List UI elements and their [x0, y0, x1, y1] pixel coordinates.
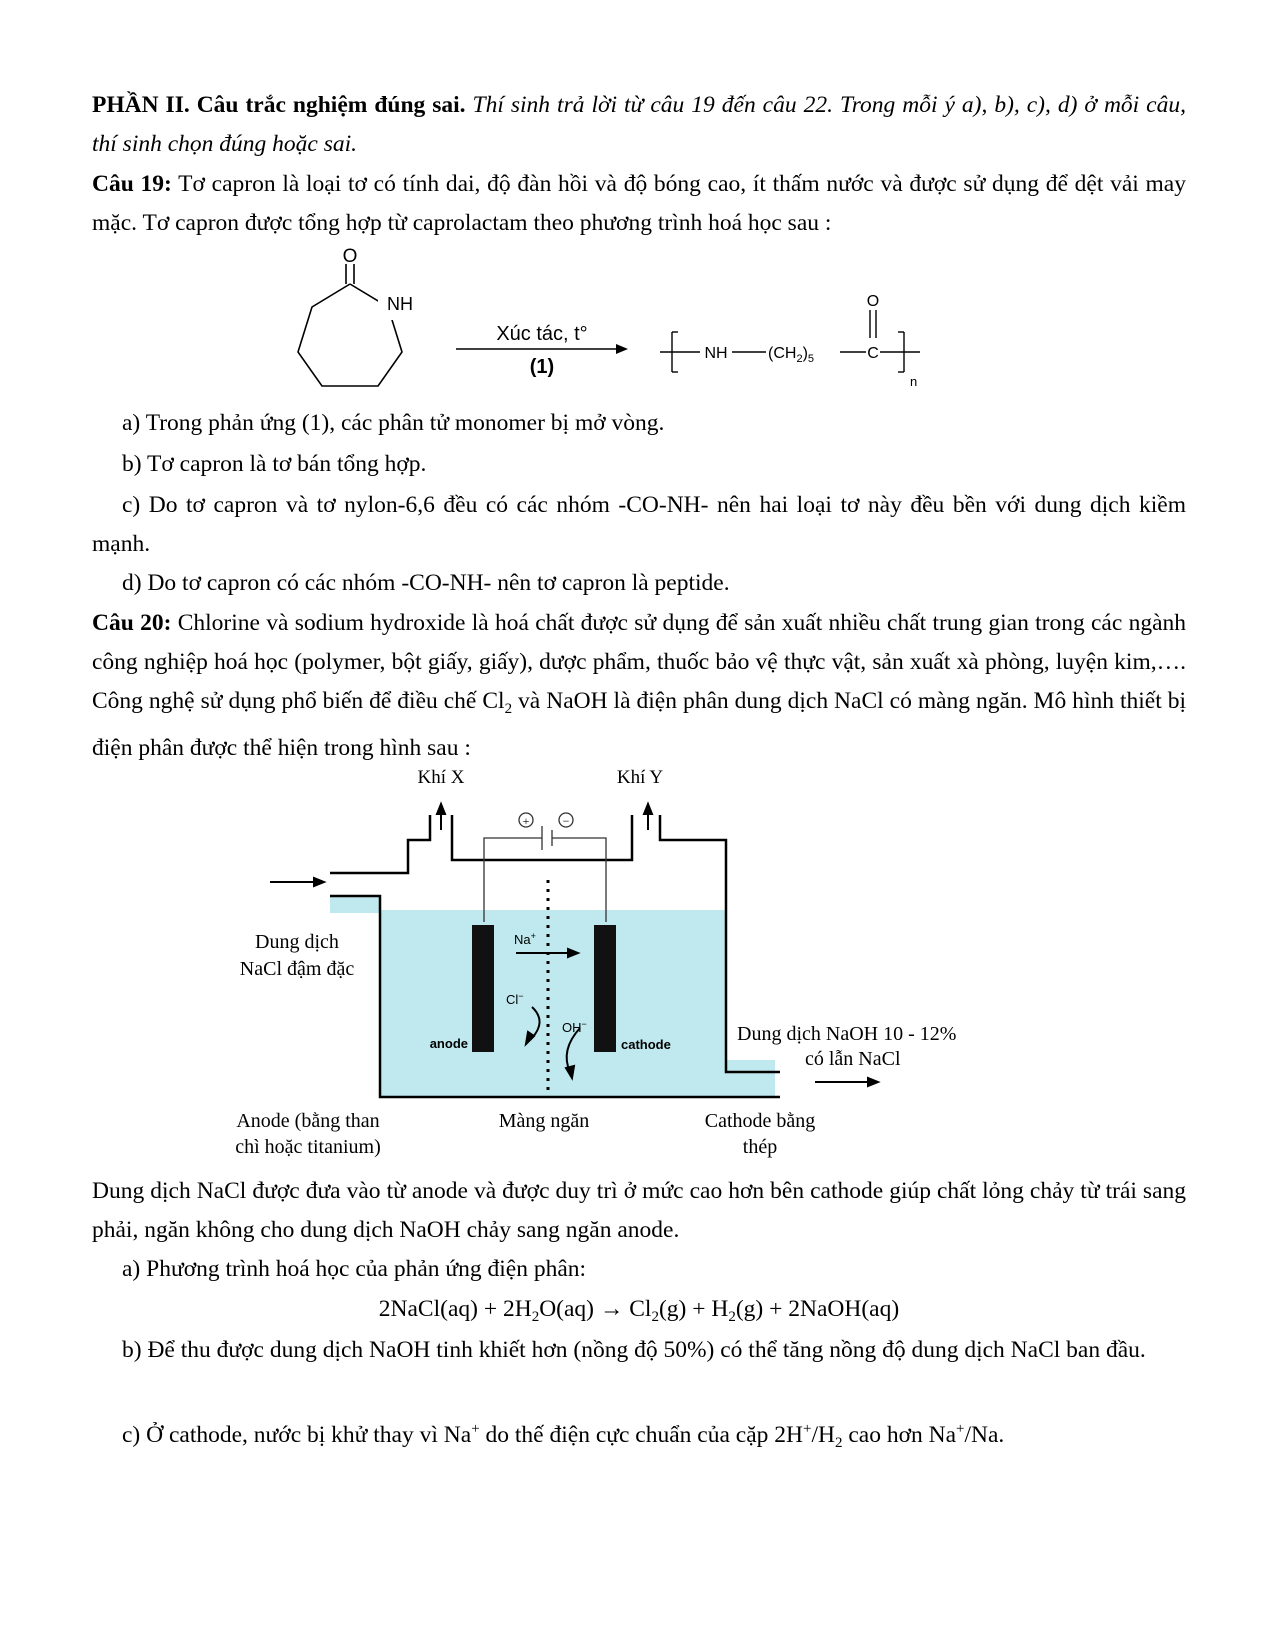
negative-terminal: −	[562, 814, 570, 828]
outlet-label-line-2: có lẫn NaCl	[805, 1048, 901, 1070]
gas-x-label: Khí X	[417, 767, 465, 788]
question-19-option-c: c) Do tơ capron và tơ nylon-6,6 đều có các nhóm -CO-NH- nên hai loại tơ này đều bền với dung dịch kiềm mạnh.	[92, 492, 1186, 557]
question-20-cl2-subscript: 2	[504, 701, 513, 717]
anode-electrode	[472, 925, 494, 1052]
power-circuit	[484, 813, 606, 922]
question-19-label: Câu 19:	[92, 171, 172, 197]
question-19-option-d: d) Do tơ capron có các nhóm -CO-NH- nên tơ capron là peptide.	[122, 570, 730, 596]
question-20-stem	[92, 604, 1186, 768]
question-19-option-a: a) Trong phản ứng (1), các phân tử monomer bị mở vòng.	[122, 410, 665, 436]
question-19-option-b: b) Tơ capron là tơ bán tổng hợp.	[122, 451, 427, 477]
question-20-explanation: Dung dịch NaCl được đưa vào từ anode và được duy trì ở mức cao hơn bên cathode giúp chất lỏng chảy từ trái sang phải, ngăn không cho dung dịch NaOH chảy sang ngăn anode.	[92, 1178, 1186, 1243]
polymer-index-n: n	[910, 374, 918, 389]
arrow-step-number: (1)	[529, 356, 555, 378]
positive-terminal: +	[522, 814, 530, 828]
question-20-text-1: Chlorine và sodium hydroxide là hoá chất được sử dụng để sản xuất nhiều chất trung gian trong các ngành công nghiệp hoá học (polymer, bột giấy, giấy), dược phẩm, thuốc bảo vệ thực vật, sản xuất xà phòng, luyện kim,…. Công nghệ sử dụng phổ biến để điều chế Cl	[92, 610, 1187, 714]
hydroxide-ion: OH−	[562, 1019, 587, 1035]
gas-outlet-arrows	[437, 804, 652, 830]
caption-cathode-line-2: thép	[742, 1136, 778, 1158]
electrolysis-equation: 2NaCl(aq) + $2H_2O(aq) \to Cl_2(g) + H_2(g)$ + 2NaOH(aq)	[378, 1296, 900, 1325]
polymer-methylene: $(CH_2)_5$	[768, 345, 815, 365]
anode-label: anode	[429, 1036, 468, 1051]
caprolactam-polymerization-scheme	[280, 240, 960, 400]
polymer-oxygen: O	[866, 293, 880, 310]
caption-anode-line-1: Anode (bằng than	[236, 1110, 380, 1132]
question-19-stem	[92, 165, 1186, 243]
part2-heading: PHẦN II. Câu trắc nghiệm đúng sai.	[92, 92, 466, 118]
question-20-option-c: c) Ở cathode, nước bị khử thay vì Na+ do thế điện cực chuẩn của cặp $2H^+/H_2$ cao hơn Na+/Na.	[122, 1421, 1005, 1451]
part2-heading-paragraph	[92, 86, 1186, 164]
carbonyl-oxygen-label: O	[342, 246, 358, 267]
electrolysis-cell-diagram	[230, 760, 1010, 1170]
inlet-label-line-1: Dung dịch	[255, 931, 339, 953]
caption-membrane: Màng ngăn	[498, 1110, 590, 1132]
question-19-text: Tơ capron là loại tơ có tính dai, độ đàn hồi và độ bóng cao, ít thấm nước và được sử dụng để dệt vải may mặc. Tơ capron được tổng hợp từ caprolactam theo phương trình hoá học sau :	[92, 171, 1186, 236]
caption-anode-line-2: chì hoặc titanium)	[235, 1136, 381, 1158]
chloride-ion: Cl−	[506, 991, 524, 1007]
caption-cathode-line-1: Cathode bằng	[704, 1110, 816, 1132]
polymer-nh: NH	[704, 345, 728, 362]
inlet-label-line-2: NaCl đậm đặc	[239, 958, 355, 980]
cathode-electrode	[594, 925, 616, 1052]
caprolactam-ring	[298, 264, 402, 386]
question-20-option-b: b) Để thu được dung dịch NaOH tinh khiết hơn (nồng độ 50%) có thể tăng nồng độ dung dịch NaCl ban đầu.	[122, 1337, 1146, 1363]
reaction-arrow	[456, 344, 628, 354]
ring-nh-label: NH	[387, 294, 413, 314]
question-20-label: Câu 20:	[92, 610, 172, 636]
question-20-option-a: a) Phương trình hoá học của phản ứng điện phân:	[122, 1256, 587, 1282]
outlet-label-line-1: Dung dịch NaOH 10 - 12%	[737, 1023, 957, 1045]
sodium-ion: Na+	[514, 931, 536, 947]
polymer-carbon: C	[867, 345, 879, 362]
part2-instruction: Thí sinh trả lời từ câu 19 đến câu 22. Trong mỗi ý a), b), c), d) ở mỗi câu, thí sinh chọn đúng hoặc sai.	[92, 92, 1186, 157]
cathode-label: cathode	[621, 1037, 671, 1052]
question-20-text-2: và NaOH là điện phân dung dịch NaCl có màng ngăn. Mô hình thiết bị điện phân được thể hiện trong hình sau :	[92, 688, 1187, 761]
gas-y-label: Khí Y	[616, 767, 664, 788]
polymer-unit	[660, 310, 920, 372]
arrow-condition: Xúc tác, t°	[496, 323, 588, 345]
